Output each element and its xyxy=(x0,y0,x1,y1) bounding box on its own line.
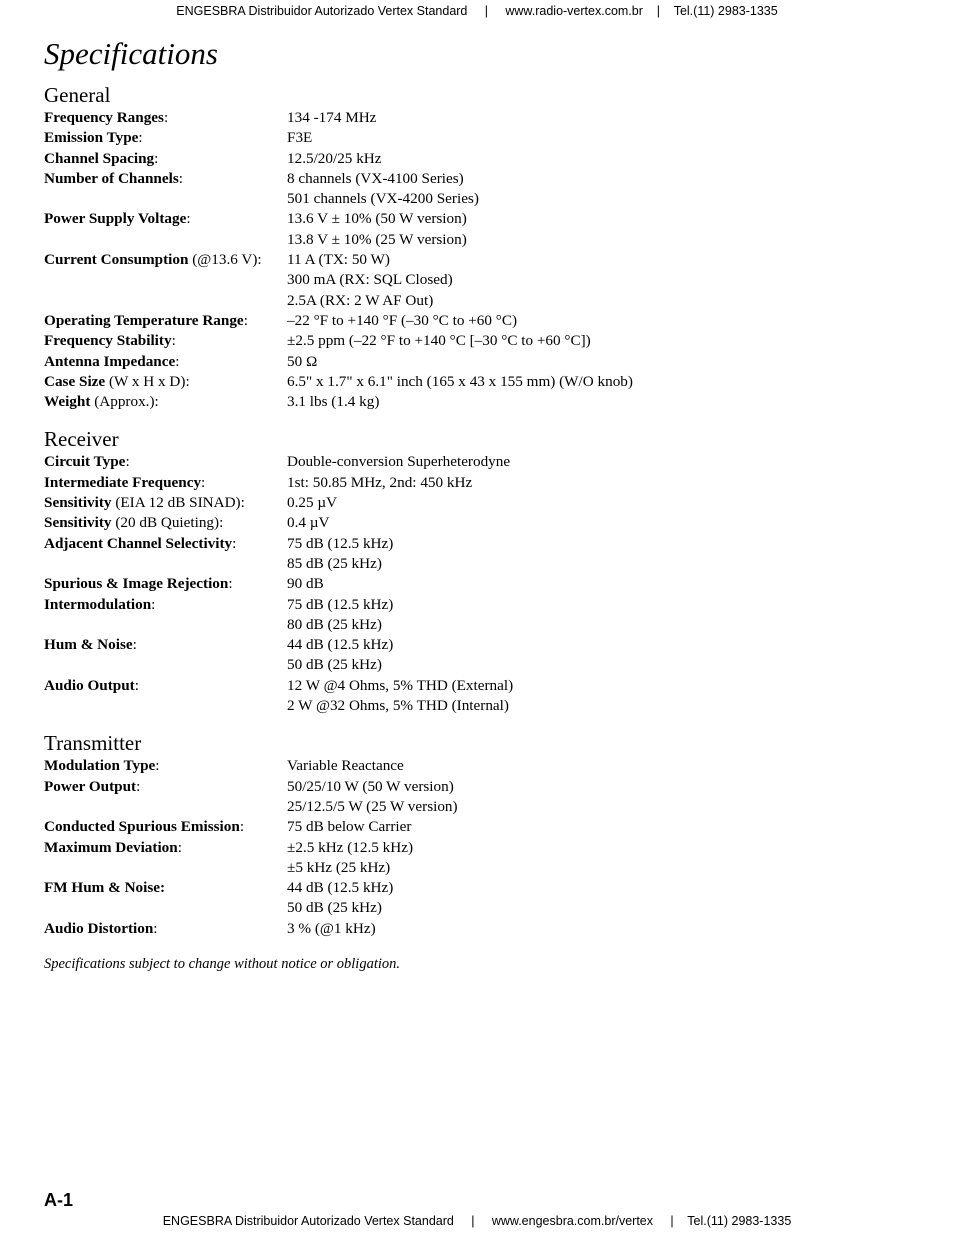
spec-value: ±5 kHz (25 kHz) xyxy=(287,858,391,876)
spec-label-name: Conducted Spurious Emission xyxy=(44,818,240,836)
spec-label-colon: : xyxy=(186,210,191,228)
spec-label-qualifier: (@13.6 V) xyxy=(188,251,258,269)
spec-row xyxy=(44,169,924,210)
spec-value: 75 dB (12.5 kHz) xyxy=(287,534,394,552)
page-title: Specifications xyxy=(44,36,218,71)
spec-label xyxy=(44,534,287,575)
spec-values xyxy=(287,817,924,837)
spec-values xyxy=(287,473,924,493)
spec-label-name: Maximum Deviation xyxy=(44,838,178,856)
spec-value: ±2.5 ppm (–22 °F to +140 °C [–30 °C to +60 °C]) xyxy=(287,332,591,350)
spec-label-colon: : xyxy=(239,818,245,836)
spec-value: 12 W @4 Ohms, 5% THD (External) xyxy=(287,676,514,694)
spec-value: 1st: 50.85 MHz, 2nd: 450 kHz xyxy=(287,473,473,491)
spec-label-name: Intermodulation xyxy=(44,595,152,613)
spec-row xyxy=(44,574,924,594)
spec-label-name: Current Consumption xyxy=(44,251,189,269)
spec-label-name: Sensitivity xyxy=(44,514,112,532)
spec-row xyxy=(44,838,924,879)
spec-row xyxy=(44,473,924,493)
spec-label-name: Intermediate Frequency xyxy=(44,473,202,491)
spec-label xyxy=(44,331,287,351)
spec-value: Double-conversion Superheterodyne xyxy=(287,453,511,471)
spec-label-colon: : xyxy=(175,352,180,370)
spec-row xyxy=(44,392,924,412)
spec-label-name: Power Output xyxy=(44,777,137,795)
spec-value: 11 A (TX: 50 W) xyxy=(287,251,390,269)
spec-label xyxy=(44,595,287,636)
section-title: General xyxy=(44,83,111,107)
spec-label-name: Modulation Type xyxy=(44,757,156,775)
spec-value: 25/12.5/5 W (25 W version) xyxy=(287,797,458,815)
spec-label-name: Frequency Stability xyxy=(44,332,172,350)
spec-label-name: Emission Type xyxy=(44,129,139,147)
spec-value: 50/25/10 W (50 W version) xyxy=(287,777,454,795)
page-number: A-1 xyxy=(44,1190,74,1210)
spec-section xyxy=(44,731,924,939)
spec-values xyxy=(287,250,924,311)
spec-value: Variable Reactance xyxy=(287,757,404,775)
spec-value: 75 dB (12.5 kHz) xyxy=(287,595,394,613)
spec-label xyxy=(44,817,287,837)
spec-row xyxy=(44,209,924,250)
disclaimer-note: Specifications subject to change without notice or obligation. xyxy=(44,955,401,972)
spec-label-name: Operating Temperature Range xyxy=(44,311,244,329)
spec-value: 0.4 µV xyxy=(287,514,330,532)
spec-label-colon: : xyxy=(151,595,156,613)
spec-row xyxy=(44,372,924,392)
spec-label-colon: : xyxy=(154,393,159,411)
spec-values xyxy=(287,777,924,818)
spec-row xyxy=(44,331,924,351)
spec-label xyxy=(44,108,287,128)
spec-label-colon: : xyxy=(243,311,248,329)
spec-label-name: Frequency Ranges xyxy=(44,109,164,126)
spec-values xyxy=(287,676,924,717)
spec-label-colon: : xyxy=(228,575,233,593)
spec-value: 12.5/20/25 kHz xyxy=(287,149,382,167)
spec-label-colon: : xyxy=(132,636,137,654)
spec-values xyxy=(287,169,924,210)
spec-values xyxy=(287,331,924,351)
spec-label-name: Circuit Type xyxy=(44,453,126,471)
spec-row xyxy=(44,149,924,169)
spec-label xyxy=(44,169,287,210)
page-header: ENGESBRA Distribuidor Autorizado Vertex Standard | www.radio-vertex.com.br | Tel.(11) 2983-1335 xyxy=(176,4,778,18)
spec-value: 0.25 µV xyxy=(287,494,338,512)
spec-label-colon: : xyxy=(257,251,262,269)
spec-values xyxy=(287,493,924,513)
spec-values xyxy=(287,534,924,575)
spec-row xyxy=(44,311,924,331)
spec-value: 44 dB (12.5 kHz) xyxy=(287,636,394,654)
spec-label-name: Adjacent Channel Selectivity xyxy=(44,534,233,552)
spec-values xyxy=(287,574,924,594)
spec-value: 80 dB (25 kHz) xyxy=(287,615,382,633)
spec-label-qualifier: (20 dB Quieting) xyxy=(111,514,220,532)
spec-label xyxy=(44,777,287,818)
spec-label-name: Audio Distortion xyxy=(44,919,154,937)
spec-values xyxy=(287,513,924,533)
spec-label-colon: : xyxy=(171,332,176,350)
spec-values xyxy=(287,311,924,331)
spec-row xyxy=(44,352,924,372)
spec-label-colon: : xyxy=(163,109,169,126)
spec-row xyxy=(44,108,924,128)
spec-label-colon: : xyxy=(138,129,143,147)
spec-label-colon: : xyxy=(201,473,206,491)
spec-value: 8 channels (VX-4100 Series) xyxy=(287,169,464,187)
spec-label-colon: : xyxy=(125,453,130,471)
spec-value: ±2.5 kHz (12.5 kHz) xyxy=(287,838,414,856)
spec-label-colon: : xyxy=(136,777,141,795)
spec-label-colon: : xyxy=(154,149,159,167)
spec-value: 85 dB (25 kHz) xyxy=(287,554,382,572)
spec-row xyxy=(44,534,924,575)
spec-value: 501 channels (VX-4200 Series) xyxy=(287,190,479,208)
spec-label-name: Number of Channels xyxy=(44,169,179,187)
spec-value: 2.5A (RX: 2 W AF Out) xyxy=(287,291,434,309)
spec-label xyxy=(44,574,287,594)
spec-label-colon: : xyxy=(178,169,183,187)
spec-label xyxy=(44,919,287,939)
spec-value: 3 % (@1 kHz) xyxy=(287,919,376,937)
spec-value: F3E xyxy=(287,129,313,147)
spec-label xyxy=(44,676,287,717)
spec-values xyxy=(287,919,924,939)
spec-values xyxy=(287,878,924,919)
spec-label-qualifier: (W x H x D) xyxy=(105,372,186,390)
spec-row xyxy=(44,756,924,776)
spec-row xyxy=(44,635,924,676)
spec-values xyxy=(287,352,924,372)
spec-row xyxy=(44,919,924,939)
spec-values xyxy=(287,452,924,472)
spec-value: 134 -174 MHz xyxy=(287,109,377,126)
spec-rows xyxy=(44,756,924,939)
spec-row xyxy=(44,250,924,311)
spec-label-colon: : xyxy=(153,919,158,937)
spec-label xyxy=(44,878,287,919)
spec-values xyxy=(287,392,924,412)
spec-label-name: FM Hum & Noise: xyxy=(44,879,166,897)
spec-values xyxy=(287,128,924,148)
spec-label xyxy=(44,452,287,472)
spec-section xyxy=(44,83,924,412)
spec-rows xyxy=(44,108,924,412)
spec-values xyxy=(287,372,924,392)
spec-value: 50 Ω xyxy=(287,352,318,370)
spec-label-qualifier: (Approx.) xyxy=(90,393,155,411)
spec-label-colon: : xyxy=(219,514,224,532)
spec-label xyxy=(44,392,287,412)
spec-label xyxy=(44,635,287,676)
spec-values xyxy=(287,209,924,250)
spec-label-name: Power Supply Voltage xyxy=(44,210,187,228)
spec-values xyxy=(287,756,924,776)
spec-value: 90 dB xyxy=(287,575,324,593)
spec-row xyxy=(44,676,924,717)
spec-label xyxy=(44,372,287,392)
spec-values xyxy=(287,595,924,636)
spec-value: 50 dB (25 kHz) xyxy=(287,656,382,674)
spec-values xyxy=(287,838,924,879)
spec-label xyxy=(44,128,287,148)
spec-values xyxy=(287,108,924,128)
spec-row xyxy=(44,128,924,148)
spec-label-name: Case Size xyxy=(44,372,106,390)
spec-value: 300 mA (RX: SQL Closed) xyxy=(287,271,453,289)
spec-row xyxy=(44,493,924,513)
spec-value: 3.1 lbs (1.4 kg) xyxy=(287,393,380,411)
spec-label xyxy=(44,513,287,533)
spec-label-colon: : xyxy=(240,494,245,512)
spec-value: 44 dB (12.5 kHz) xyxy=(287,879,394,897)
spec-label-name: Antenna Impedance xyxy=(44,352,176,370)
spec-value: 13.6 V ± 10% (50 W version) xyxy=(287,210,467,228)
spec-value: 13.8 V ± 10% (25 W version) xyxy=(287,230,467,248)
spec-label-colon: : xyxy=(134,676,139,694)
spec-label xyxy=(44,352,287,372)
spec-label xyxy=(44,756,287,776)
spec-row xyxy=(44,513,924,533)
spec-label-name: Hum & Noise xyxy=(44,636,133,654)
specifications-content xyxy=(44,83,924,974)
spec-label-name: Channel Spacing xyxy=(44,149,155,167)
spec-rows xyxy=(44,452,924,716)
spec-row xyxy=(44,817,924,837)
spec-values xyxy=(287,149,924,169)
spec-label xyxy=(44,493,287,513)
spec-label-name: Audio Output xyxy=(44,676,135,694)
spec-label xyxy=(44,838,287,879)
spec-value: –22 °F to +140 °F (–30 °C to +60 °C) xyxy=(287,311,518,329)
spec-value: 6.5" x 1.7" x 6.1" inch (165 x 43 x 155 mm) (W/O knob) xyxy=(287,372,633,390)
spec-label-colon: : xyxy=(177,838,182,856)
spec-sections xyxy=(44,83,924,939)
page-footer: ENGESBRA Distribuidor Autorizado Vertex Standard | www.engesbra.com.br/vertex | Tel.(11) 2983-1335 xyxy=(162,1214,792,1228)
spec-label xyxy=(44,473,287,493)
spec-label xyxy=(44,149,287,169)
spec-label-colon: : xyxy=(185,372,190,390)
spec-label-colon: : xyxy=(155,757,160,775)
spec-value: 50 dB (25 kHz) xyxy=(287,899,382,917)
spec-value: 75 dB below Carrier xyxy=(287,818,412,836)
spec-values xyxy=(287,635,924,676)
spec-label xyxy=(44,311,287,331)
spec-label-qualifier: (EIA 12 dB SINAD) xyxy=(111,494,241,512)
spec-label-colon: : xyxy=(232,534,237,552)
spec-label-name: Sensitivity xyxy=(44,494,112,512)
spec-label xyxy=(44,209,287,250)
section-title: Transmitter xyxy=(44,731,142,756)
spec-value: 2 W @32 Ohms, 5% THD (Internal) xyxy=(287,697,509,715)
spec-label-name: Spurious & Image Rejection xyxy=(44,575,229,593)
spec-label xyxy=(44,250,287,311)
spec-row xyxy=(44,777,924,818)
spec-row xyxy=(44,595,924,636)
spec-section xyxy=(44,427,924,716)
section-title: Receiver xyxy=(44,427,119,452)
spec-row xyxy=(44,452,924,472)
spec-row xyxy=(44,878,924,919)
spec-label-name: Weight xyxy=(44,393,91,411)
